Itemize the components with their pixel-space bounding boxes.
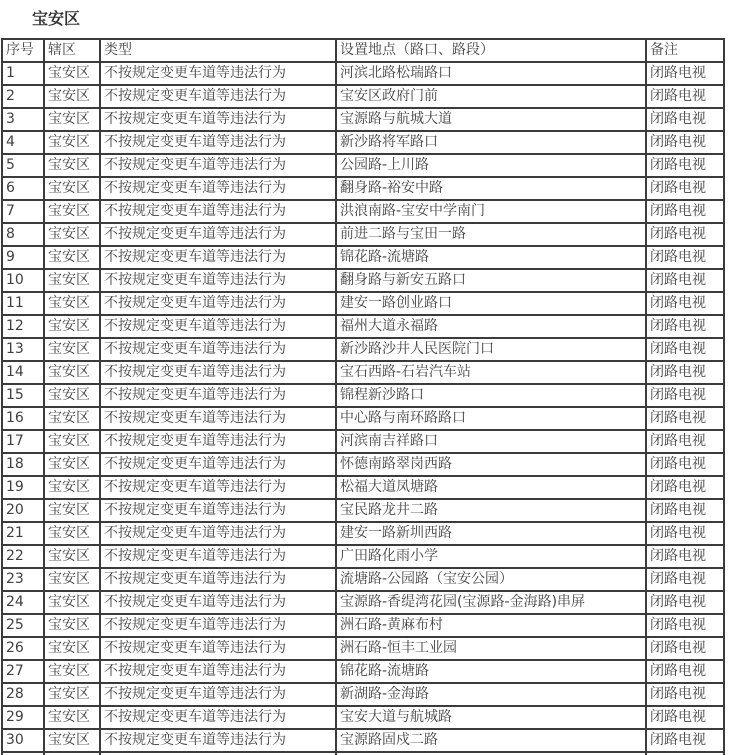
- row-number-cell: 27: [2, 660, 44, 683]
- location-cell: 宝源路-香缇湾花园(宝源路-金海路)串屏: [336, 591, 646, 614]
- type-cell: 不按规定变更车道等违法行为: [100, 200, 336, 223]
- table-row: [2, 430, 724, 453]
- type-cell: 不按规定变更车道等违法行为: [100, 131, 336, 154]
- type-cell: 不按规定变更车道等违法行为: [100, 269, 336, 292]
- remark-cell: 闭路电视: [646, 62, 724, 85]
- type-cell: 不按规定变更车道等违法行为: [100, 591, 336, 614]
- remark-cell: 闭路电视: [646, 637, 724, 660]
- type-cell: 不按规定变更车道等违法行为: [100, 85, 336, 108]
- header-type: 类型: [100, 39, 336, 62]
- row-number-cell: 17: [2, 430, 44, 453]
- remark-cell: 闭路电视: [646, 453, 724, 476]
- district-cell: 宝安区: [44, 407, 100, 430]
- table-row: [2, 177, 724, 200]
- location-cell: 洲石路-黄麻布村: [336, 614, 646, 637]
- district-cell: 宝安区: [44, 292, 100, 315]
- table-row: [2, 660, 724, 683]
- row-number-cell: 22: [2, 545, 44, 568]
- table-row: [2, 453, 724, 476]
- table-row: [2, 269, 724, 292]
- type-cell: 不按规定变更车道等违法行为: [100, 568, 336, 591]
- type-cell: 不按规定变更车道等违法行为: [100, 637, 336, 660]
- district-cell: 宝安区: [44, 338, 100, 361]
- location-cell: 新湖路-金海路: [336, 683, 646, 706]
- location-cell: 翻身路与新安五路口: [336, 269, 646, 292]
- row-number-cell: 19: [2, 476, 44, 499]
- district-cell: 宝安区: [44, 453, 100, 476]
- row-number-cell: 30: [2, 729, 44, 752]
- row-number-cell: 18: [2, 453, 44, 476]
- row-number-cell: 4: [2, 131, 44, 154]
- remark-cell: 闭路电视: [646, 706, 724, 729]
- location-cell: 锦花路-流塘路: [336, 660, 646, 683]
- table-row: [2, 407, 724, 430]
- remark-cell: 闭路电视: [646, 131, 724, 154]
- location-cell: 公园路-上川路: [336, 154, 646, 177]
- location-cell: 流塘路-公园路（宝安公园）: [336, 568, 646, 591]
- table-body: [2, 62, 724, 755]
- type-cell: 不按规定变更车道等违法行为: [100, 292, 336, 315]
- location-cell: 锦程新沙路口: [336, 384, 646, 407]
- type-cell: 不按规定变更车道等违法行为: [100, 683, 336, 706]
- row-number-cell: 11: [2, 292, 44, 315]
- type-cell: 不按规定变更车道等违法行为: [100, 223, 336, 246]
- district-cell: 宝安区: [44, 62, 100, 85]
- district-cell: 宝安区: [44, 683, 100, 706]
- remark-cell: 闭路电视: [646, 660, 724, 683]
- district-cell: 宝安区: [44, 706, 100, 729]
- page-title: 宝安区: [32, 9, 81, 28]
- type-cell: 不按规定变更车道等违法行为: [100, 407, 336, 430]
- location-cell: 翻身路-裕安中路: [336, 177, 646, 200]
- type-cell: 不按规定变更车道等违法行为: [100, 453, 336, 476]
- remark-cell: 闭路电视: [646, 269, 724, 292]
- location-cell: 建安一路创业路口: [336, 292, 646, 315]
- type-cell: 不按规定变更车道等违法行为: [100, 361, 336, 384]
- type-cell: 不按规定变更车道等违法行为: [100, 729, 336, 752]
- table-row: [2, 154, 724, 177]
- table-row: [2, 200, 724, 223]
- row-number-cell: 15: [2, 384, 44, 407]
- header-district: 辖区: [44, 39, 100, 62]
- remark-cell: 闭路电视: [646, 384, 724, 407]
- type-cell: 不按规定变更车道等违法行为: [100, 154, 336, 177]
- table-row: [2, 62, 724, 85]
- table-row: [2, 292, 724, 315]
- type-cell: 不按规定变更车道等违法行为: [100, 660, 336, 683]
- row-number-cell: 14: [2, 361, 44, 384]
- location-cell: 洪浪南路-宝安中学南门: [336, 200, 646, 223]
- remark-cell: 闭路电视: [646, 476, 724, 499]
- remark-cell: 闭路电视: [646, 223, 724, 246]
- table-row: [2, 338, 724, 361]
- row-number-cell: 1: [2, 62, 44, 85]
- type-cell: 不按规定变更车道等违法行为: [100, 706, 336, 729]
- location-cell: 新沙路沙井人民医院门口: [336, 338, 646, 361]
- remark-cell: 闭路电视: [646, 338, 724, 361]
- table-row: [2, 591, 724, 614]
- remark-cell: 闭路电视: [646, 200, 724, 223]
- type-cell: 不按规定变更车道等违法行为: [100, 384, 336, 407]
- location-cell: 宝安区政府门前: [336, 85, 646, 108]
- remark-cell: 闭路电视: [646, 246, 724, 269]
- location-cell: 河滨南吉祥路口: [336, 430, 646, 453]
- violation-locations-table: [1, 38, 725, 755]
- type-cell: 不按规定变更车道等违法行为: [100, 246, 336, 269]
- district-cell: 宝安区: [44, 361, 100, 384]
- remark-cell: 闭路电视: [646, 361, 724, 384]
- table-row: [2, 545, 724, 568]
- remark-cell: 闭路电视: [646, 522, 724, 545]
- location-cell: 宝石西路-石岩汽车站: [336, 361, 646, 384]
- remark-cell: 闭路电视: [646, 591, 724, 614]
- district-cell: 宝安区: [44, 660, 100, 683]
- row-number-cell: 16: [2, 407, 44, 430]
- table-row: [2, 361, 724, 384]
- remark-cell: 闭路电视: [646, 430, 724, 453]
- table-row: [2, 522, 724, 545]
- header-location: 设置地点（路口、路段）: [336, 39, 646, 62]
- location-cell: 怀德南路翠岗西路: [336, 453, 646, 476]
- location-cell: 宝源路与航城大道: [336, 108, 646, 131]
- table-row: [2, 108, 724, 131]
- remark-cell: 闭路电视: [646, 614, 724, 637]
- district-cell: 宝安区: [44, 545, 100, 568]
- remark-cell: 闭路电视: [646, 315, 724, 338]
- table-row: [2, 683, 724, 706]
- row-number-cell: 24: [2, 591, 44, 614]
- location-cell: 宝源路固戍二路: [336, 729, 646, 752]
- type-cell: 不按规定变更车道等违法行为: [100, 177, 336, 200]
- row-number-cell: 2: [2, 85, 44, 108]
- district-cell: 宝安区: [44, 568, 100, 591]
- row-number-cell: 28: [2, 683, 44, 706]
- table-row: [2, 637, 724, 660]
- location-cell: 宝民路龙井二路: [336, 499, 646, 522]
- remark-cell: 闭路电视: [646, 85, 724, 108]
- district-cell: 宝安区: [44, 131, 100, 154]
- table-row: [2, 614, 724, 637]
- row-number-cell: 13: [2, 338, 44, 361]
- remark-cell: 闭路电视: [646, 154, 724, 177]
- table-row: [2, 729, 724, 752]
- table-row: [2, 384, 724, 407]
- row-number-cell: 20: [2, 499, 44, 522]
- location-cell: 松福大道凤塘路: [336, 476, 646, 499]
- table-row: [2, 85, 724, 108]
- row-number-cell: 29: [2, 706, 44, 729]
- location-cell: 新沙路将军路口: [336, 131, 646, 154]
- district-cell: 宝安区: [44, 154, 100, 177]
- location-cell: 福州大道永福路: [336, 315, 646, 338]
- district-cell: 宝安区: [44, 223, 100, 246]
- district-cell: 宝安区: [44, 384, 100, 407]
- type-cell: 不按规定变更车道等违法行为: [100, 476, 336, 499]
- table-row: [2, 246, 724, 269]
- remark-cell: 闭路电视: [646, 729, 724, 752]
- remark-cell: 闭路电视: [646, 292, 724, 315]
- table-row: [2, 315, 724, 338]
- type-cell: 不按规定变更车道等违法行为: [100, 499, 336, 522]
- district-cell: 宝安区: [44, 200, 100, 223]
- table-row: [2, 568, 724, 591]
- district-cell: 宝安区: [44, 637, 100, 660]
- row-number-cell: 25: [2, 614, 44, 637]
- type-cell: 不按规定变更车道等违法行为: [100, 338, 336, 361]
- location-cell: 前进二路与宝田一路: [336, 223, 646, 246]
- location-cell: 洲石路-恒丰工业园: [336, 637, 646, 660]
- remark-cell: 闭路电视: [646, 499, 724, 522]
- table-row: [2, 499, 724, 522]
- row-number-cell: 5: [2, 154, 44, 177]
- row-number-cell: 8: [2, 223, 44, 246]
- district-cell: 宝安区: [44, 591, 100, 614]
- row-number-cell: 23: [2, 568, 44, 591]
- type-cell: 不按规定变更车道等违法行为: [100, 545, 336, 568]
- district-cell: 宝安区: [44, 177, 100, 200]
- table-row: [2, 223, 724, 246]
- district-cell: 宝安区: [44, 85, 100, 108]
- remark-cell: 闭路电视: [646, 545, 724, 568]
- location-cell: 河滨北路松瑞路口: [336, 62, 646, 85]
- district-cell: 宝安区: [44, 522, 100, 545]
- location-cell: 宝安大道与航城路: [336, 706, 646, 729]
- district-cell: 宝安区: [44, 729, 100, 752]
- type-cell: 不按规定变更车道等违法行为: [100, 522, 336, 545]
- row-number-cell: 3: [2, 108, 44, 131]
- row-number-cell: 7: [2, 200, 44, 223]
- type-cell: 不按规定变更车道等违法行为: [100, 62, 336, 85]
- district-cell: 宝安区: [44, 430, 100, 453]
- district-cell: 宝安区: [44, 476, 100, 499]
- district-cell: 宝安区: [44, 269, 100, 292]
- row-number-cell: 9: [2, 246, 44, 269]
- district-cell: 宝安区: [44, 315, 100, 338]
- remark-cell: 闭路电视: [646, 407, 724, 430]
- row-number-cell: 6: [2, 177, 44, 200]
- table-header-row: [2, 39, 724, 62]
- location-cell: 建安一路新圳西路: [336, 522, 646, 545]
- remark-cell: 闭路电视: [646, 683, 724, 706]
- row-number-cell: 12: [2, 315, 44, 338]
- header-row-number: 序号: [2, 39, 44, 62]
- row-number-cell: 26: [2, 637, 44, 660]
- type-cell: 不按规定变更车道等违法行为: [100, 614, 336, 637]
- type-cell: 不按规定变更车道等违法行为: [100, 430, 336, 453]
- remark-cell: 闭路电视: [646, 177, 724, 200]
- header-remark: 备注: [646, 39, 724, 62]
- row-number-cell: 21: [2, 522, 44, 545]
- location-cell: 锦花路-流塘路: [336, 246, 646, 269]
- type-cell: 不按规定变更车道等违法行为: [100, 108, 336, 131]
- district-cell: 宝安区: [44, 614, 100, 637]
- row-number-cell: 10: [2, 269, 44, 292]
- remark-cell: 闭路电视: [646, 108, 724, 131]
- table-row: [2, 476, 724, 499]
- district-cell: 宝安区: [44, 108, 100, 131]
- location-cell: 广田路化雨小学: [336, 545, 646, 568]
- remark-cell: 闭路电视: [646, 568, 724, 591]
- table-row: [2, 706, 724, 729]
- district-cell: 宝安区: [44, 499, 100, 522]
- type-cell: 不按规定变更车道等违法行为: [100, 315, 336, 338]
- district-cell: 宝安区: [44, 246, 100, 269]
- table-row: [2, 131, 724, 154]
- location-cell: 中心路与南环路路口: [336, 407, 646, 430]
